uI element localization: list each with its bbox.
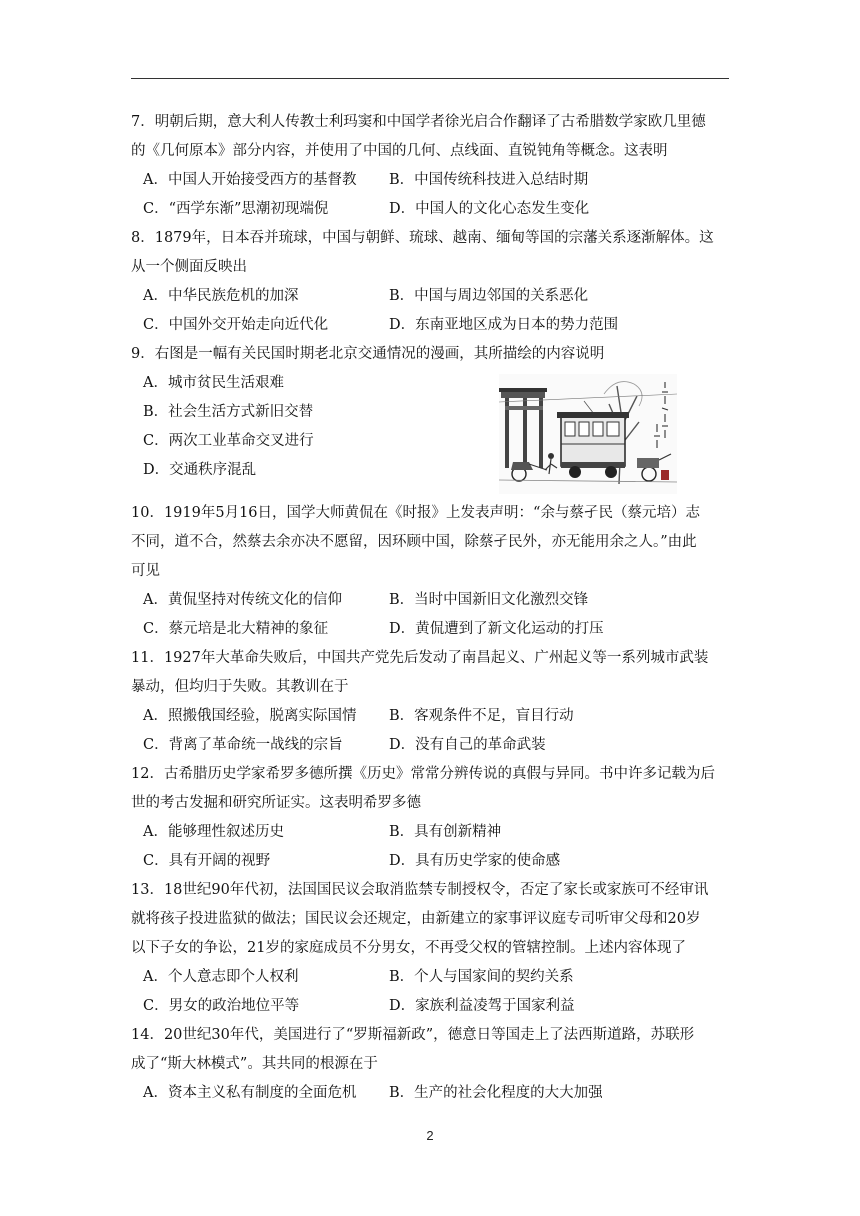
question-stem: 成了“斯大林模式”。其共同的根源在于	[131, 1056, 378, 1072]
header-rule	[131, 78, 729, 79]
option-row	[131, 702, 731, 731]
question-stem: 可见	[131, 563, 160, 579]
option-d: D．黄侃遭到了新文化运动的打压	[389, 621, 604, 637]
question-stem: 不同，道不合，然蔡去余亦决不愿留，因环顾中国，除蔡孑民外，亦无能用余之人。”由此	[131, 534, 697, 550]
question-stem: 14．20世纪30年代，美国进行了“罗斯福新政”，德意日等国走上了法西斯道路，苏联形	[131, 1027, 695, 1043]
question-10	[131, 499, 731, 644]
question-list	[131, 108, 731, 1108]
option-a: A．个人意志即个人权利	[143, 969, 299, 985]
option-row	[131, 195, 731, 224]
question-stem: 的《几何原本》部分内容，并使用了中国的几何、点线面、直锐钝角等概念。这表明	[131, 143, 668, 159]
option-c: C．中国外交开始走向近代化	[143, 317, 329, 333]
option-c: C．男女的政治地位平等	[143, 998, 300, 1014]
option-b: B．生产的社会化程度的大大加强	[389, 1085, 603, 1101]
option-b: B．中国传统科技进入总结时期	[389, 172, 589, 188]
question-stem: 9．右图是一幅有关民国时期老北京交通情况的漫画，其所描绘的内容说明	[131, 346, 605, 362]
question-stem: 暴动，但均归于失败。其教训在于	[131, 679, 349, 695]
question-stem: 7．明朝后期，意大利人传教士利玛窦和中国学者徐光启合作翻译了古希腊数学家欧几里德	[131, 114, 706, 130]
option-c: C．“西学东渐”思潮初现端倪	[143, 201, 329, 217]
option-b: B．个人与国家间的契约关系	[389, 969, 574, 985]
question-stem: 11．1927年大革命失败后，中国共产党先后发动了南昌起义、广州起义等一系列城市武装	[131, 650, 709, 666]
option-b: B．社会生活方式新旧交替	[143, 404, 314, 420]
option-d: D．没有自己的革命武装	[389, 737, 546, 753]
option-row	[131, 1079, 731, 1108]
option-row	[131, 963, 731, 992]
option-a: A．资本主义私有制度的全面危机	[143, 1085, 357, 1101]
option-b: B．中国与周边邻国的关系恶化	[389, 288, 589, 304]
option-row	[131, 847, 731, 876]
option-row	[131, 731, 731, 760]
question-12	[131, 760, 731, 876]
option-a: A．中华民族危机的加深	[143, 288, 299, 304]
option-b: B．具有创新精神	[389, 824, 502, 840]
option-c: C．具有开阔的视野	[143, 853, 271, 869]
option-row	[131, 282, 731, 311]
option-row	[131, 166, 731, 195]
question-stem: 就将孩子投进监狱的做法；国民议会还规定，由新建立的家事评议庭专司听审父母和20岁	[131, 911, 701, 927]
option-c: C．两次工业革命交叉进行	[143, 433, 314, 449]
question-stem: 10．1919年5月16日，国学大师黄侃在《时报》上发表声明：“余与蔡孑民（蔡元培）志	[131, 505, 700, 521]
question-11	[131, 644, 731, 760]
option-c: C．背离了革命统一战线的宗旨	[143, 737, 343, 753]
option-a: A．照搬俄国经验，脱离实际国情	[143, 708, 357, 724]
question-stem: 以下子女的争讼，21岁的家庭成员不分男女，不再受父权的管辖控制。上述内容体现了	[131, 940, 686, 956]
option-a: A．中国人开始接受西方的基督教	[143, 172, 357, 188]
option-d: D．具有历史学家的使命感	[389, 853, 561, 869]
option-a: A．城市贫民生活艰难	[143, 375, 284, 391]
option-a: A．能够理性叙述历史	[143, 824, 284, 840]
question-stem: 13．18世纪90年代初，法国国民议会取消监禁专制授权令，否定了家长或家族可不经审讯	[131, 882, 709, 898]
cartoon-drawing	[499, 374, 677, 494]
question-stem: 8．1879年，日本吞并琉球，中国与朝鲜、琉球、越南、缅甸等国的宗藩关系逐渐解体。这	[131, 230, 714, 246]
option-b: B．客观条件不足，盲目行动	[389, 708, 574, 724]
option-b: B．当时中国新旧文化激烈交锋	[389, 592, 589, 608]
option-d: D．中国人的文化心态发生变化	[389, 201, 590, 217]
option-row	[131, 992, 731, 1021]
question-stem: 从一个侧面反映出	[131, 259, 247, 275]
question-14	[131, 1021, 731, 1108]
question-stem: 世的考古发掘和研究所证实。这表明希罗多德	[131, 795, 421, 811]
option-row	[131, 818, 731, 847]
question-stem: 12．古希腊历史学家希罗多德所撰《历史》常常分辨传说的真假与异同。书中许多记载为后	[131, 766, 715, 782]
question-8	[131, 224, 731, 340]
option-row	[131, 586, 731, 615]
option-row	[131, 311, 731, 340]
question-7	[131, 108, 731, 224]
option-a: A．黄侃坚持对传统文化的信仰	[143, 592, 342, 608]
option-d: D．交通秩序混乱	[143, 462, 257, 478]
question-13	[131, 876, 731, 1021]
beijing-tram-cartoon	[499, 374, 677, 494]
option-c: C．蔡元培是北大精神的象征	[143, 621, 329, 637]
option-row	[131, 615, 731, 644]
option-d: D．家族利益凌驾于国家利益	[389, 998, 575, 1014]
page-number: 2	[426, 1128, 434, 1143]
option-d: D．东南亚地区成为日本的势力范围	[389, 317, 619, 333]
